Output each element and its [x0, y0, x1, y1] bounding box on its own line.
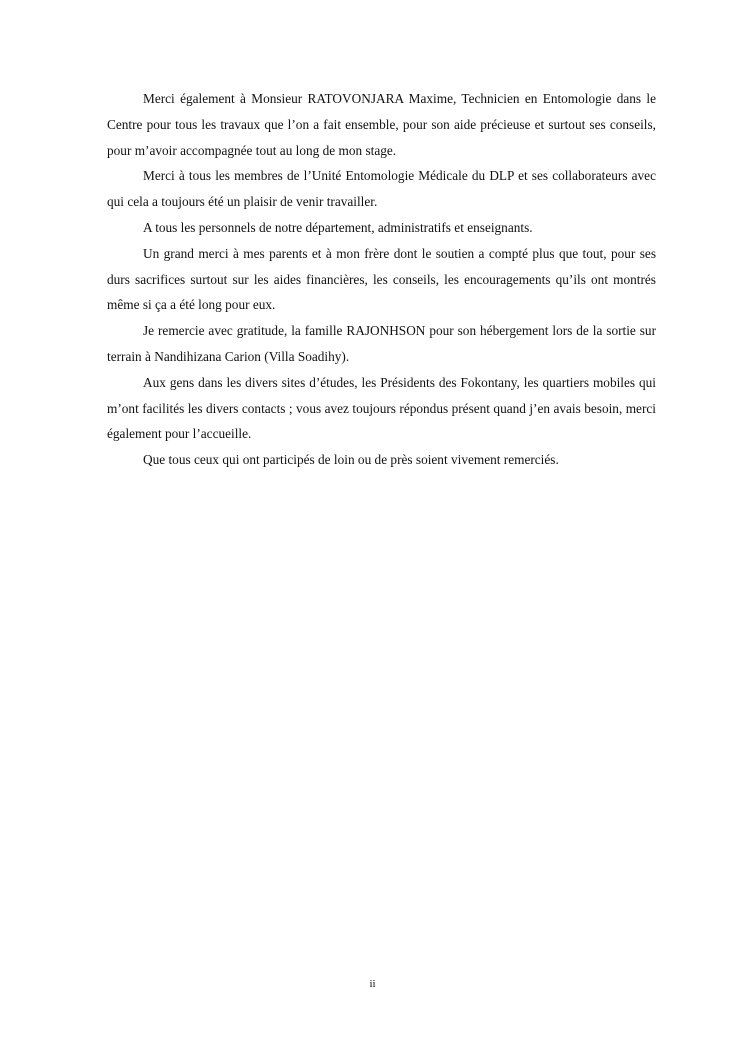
page-number: ii	[369, 978, 376, 990]
paragraph-thanks-host-family: Je remercie avec gratitude, la famille RAJONHSON pour son hébergement lors de la sortie sur terrain à Nandihizana Carion (Villa Soadihy).	[107, 323, 656, 364]
paragraph-thanks-technician: Merci également à Monsieur RATOVONJARA Maxime, Technicien en Entomologie dans le Centre pour tous les travaux que l’on a fait ensemble, pour son aide précieuse et surtout ses conseils, pour m’avoir accompagnée tout au long de mon stage.	[107, 91, 656, 158]
paragraph-thanks-communities: Aux gens dans les divers sites d’études, les Présidents des Fokontany, les quartiers mobiles qui m’ont facilités les divers contacts ; vous avez toujours répondus présent quand j’en avais besoin, merci également pour l’accueille.	[107, 374, 656, 442]
paragraph-thanks-all: Que tous ceux qui ont participés de loin ou de près soient vivement remerciés.	[143, 452, 559, 468]
acknowledgements-body	[107, 86, 656, 473]
paragraph-thanks-department: A tous les personnels de notre département, administratifs et enseignants.	[143, 219, 533, 235]
paragraph-thanks-unit: Merci à tous les membres de l’Unité Entomologie Médicale du DLP et ses collaborateurs avec qui cela a toujours été un plaisir de venir travailler.	[107, 168, 656, 210]
paragraph-thanks-family: Un grand merci à mes parents et à mon frère dont le soutien a compté plus que tout, pour ses durs sacrifices surtout sur les aides financières, les conseils, les encouragements qu’ils ont montrés même si ça a été long pour eux.	[107, 245, 656, 313]
